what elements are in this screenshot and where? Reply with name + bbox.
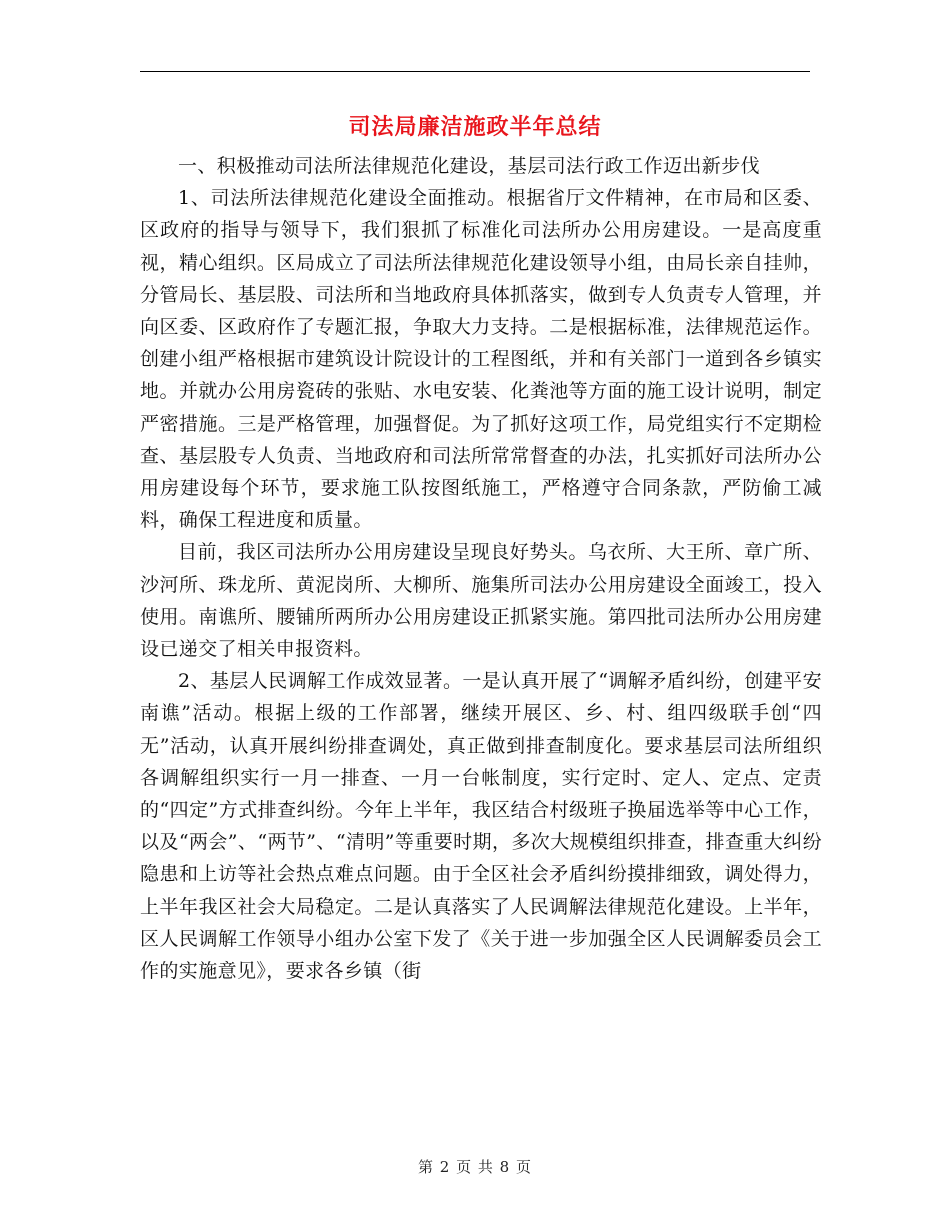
- section-heading: 一、积极推动司法所法律规范化建设，基层司法行政工作迈出新步伐: [178, 155, 761, 177]
- body-paragraph: 2、基层人民调解工作成效显著。一是认真开展了“调解矛盾纠纷，创建平安南谯”活动。根据上级的工作部署，继续开展区、乡、村、组四级联手创“四无”活动，认真开展纠纷排查调处，真正做到排查制度化。要求基层司法所组织各调解组织实行一月一排查、一月一台帐制度，实行定时、定人、定点、定责的“四定”方式排查纠纷。今年上半年，我区结合村级班子换届选举等中心工作，以及“两会”、“两节”、“清明”等重要时期，多次大规模组织排查，排查重大纠纷隐患和上访等社会热点难点问题。由于全区社会矛盾纠纷摸排细致，调处得力，上半年我区社会大局稳定。二是认真落实了人民调解法律规范化建设。上半年，区人民调解工作领导小组办公室下发了《关于进一步加强全区人民调解委员会工作的实施意见》，要求各乡镇（街: [140, 670, 822, 983]
- page-title: 司法局廉洁施政半年总结: [348, 114, 602, 140]
- page-number: 第 2 页 共 8 页: [418, 1158, 532, 1176]
- document-body: [140, 150, 822, 987]
- body-paragraph: 目前，我区司法所办公用房建设呈现良好势头。乌衣所、大王所、章广所、沙河所、珠龙所、黄泥岗所、大柳所、施集所司法办公用房建设全面竣工，投入使用。南谯所、腰铺所两所办公用房建设正抓紧实施。第四批司法所办公用房建设已递交了相关申报资料。: [140, 541, 822, 661]
- header-rule: [140, 71, 810, 72]
- body-paragraph: 1、司法所法律规范化建设全面推动。根据省厅文件精神，在市局和区委、区政府的指导与领导下，我们狠抓了标准化司法所办公用房建设。一是高度重视，精心组织。区局成立了司法所法律规范化建设领导小组，由局长亲自挂帅，分管局长、基层股、司法所和当地政府具体抓落实，做到专人负责专人管理，并向区委、区政府作了专题汇报，争取大力支持。二是根据标准，法律规范运作。创建小组严格根据市建筑设计院设计的工程图纸，并和有关部门一道到各乡镇实地。并就办公用房瓷砖的张贴、水电安装、化粪池等方面的施工设计说明，制定严密措施。三是严格管理，加强督促。为了抓好这项工作，局党组实行不定期检查、基层股专人负责、当地政府和司法所常常督查的办法，扎实抓好司法所办公用房建设每个环节，要求施工队按图纸施工，严格遵守合同条款，严防偷工减料，确保工程进度和质量。: [140, 187, 822, 532]
